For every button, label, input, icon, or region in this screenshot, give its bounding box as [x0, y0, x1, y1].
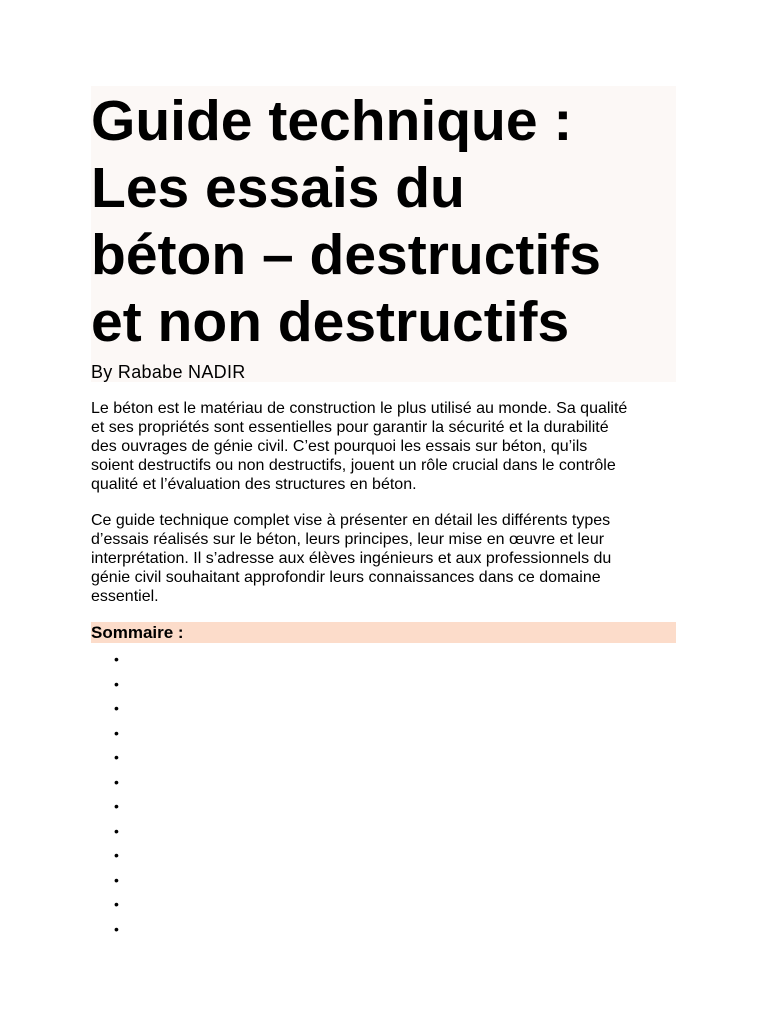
title-line: Les essais du [91, 156, 465, 220]
summary-list-item[interactable] [0, 771, 300, 796]
title-line: et non destructifs [91, 290, 570, 354]
paragraph-line: génie civil souhaitant approfondir leurs connaissances dans ce domaine [91, 569, 601, 586]
summary-list-item[interactable] [0, 820, 300, 845]
summary-heading: Sommaire : [91, 622, 676, 643]
paragraph-line: essentiel. [91, 588, 159, 605]
bullet-icon: • [114, 651, 119, 667]
bullet-icon: • [114, 871, 119, 888]
paragraph-line: d’essais réalisés sur le béton, leurs principes, leur mise en œuvre et leur [91, 531, 605, 548]
summary-list-item[interactable] [0, 673, 300, 698]
title-line: Guide technique : [91, 89, 573, 153]
summary-list-item[interactable] [0, 844, 300, 869]
bullet-icon: • [114, 896, 119, 912]
bullet-icon: • [114, 749, 119, 765]
summary-list-item[interactable] [0, 869, 300, 894]
paragraph-line: Ce guide technique complet vise à présenter en détail les différents types [91, 512, 611, 529]
summary-list-item[interactable] [0, 893, 300, 918]
bullet-icon: • [114, 700, 119, 716]
bullet-icon: • [114, 675, 119, 692]
paragraph-line: soient destructifs ou non destructifs, jouent un rôle crucial dans le contrôle [91, 457, 616, 474]
bullet-icon: • [114, 920, 119, 937]
paragraph-line: interprétation. Il s’adresse aux élèves ingénieurs et aux professionnels du [91, 550, 612, 567]
bullet-icon: • [114, 724, 119, 741]
summary-list-item[interactable] [0, 746, 300, 771]
title-line: béton – destructifs [91, 223, 601, 287]
bullet-icon: • [114, 847, 119, 863]
summary-list-item[interactable] [0, 648, 300, 673]
summary-list-item[interactable] [0, 918, 300, 943]
summary-list-item[interactable] [0, 697, 300, 722]
summary-list-item[interactable] [0, 795, 300, 820]
paragraph-line: Le béton est le matériau de construction le plus utilisé au monde. Sa qualité [91, 400, 628, 417]
bullet-icon: • [114, 773, 119, 790]
document-title [91, 88, 676, 356]
bullet-icon: • [114, 798, 119, 814]
intro-paragraph [91, 399, 691, 494]
author-byline: By Rababe NADIR [91, 362, 246, 382]
bullet-icon: • [114, 822, 119, 839]
paragraph-line: et ses propriétés sont essentielles pour garantir la sécurité et la durabilité [91, 419, 609, 436]
summary-list-item[interactable] [0, 722, 300, 747]
purpose-paragraph [91, 511, 691, 606]
summary-list [0, 648, 300, 942]
paragraph-line: qualité et l’évaluation des structures en béton. [91, 476, 417, 493]
paragraph-line: des ouvrages de génie civil. C’est pourquoi les essais sur béton, qu’ils [91, 438, 588, 455]
